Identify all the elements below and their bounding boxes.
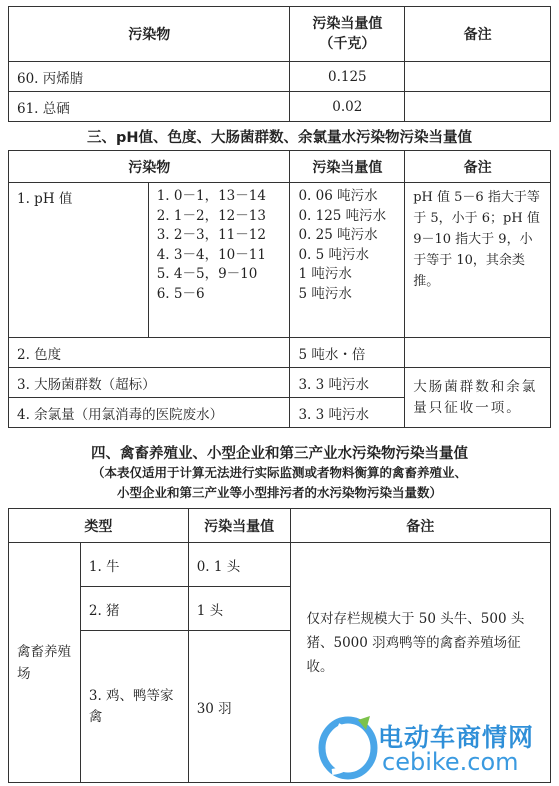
table-row bbox=[9, 92, 551, 122]
ph-range-list bbox=[148, 183, 290, 338]
livestock-name: 3. 鸡、鸭等家禽 bbox=[80, 631, 188, 783]
category-cell: 禽畜养殖场 bbox=[9, 543, 81, 783]
pollutant-name: 3. 大肠菌群数（超标） bbox=[9, 368, 290, 398]
ph-value: 0. 125 吨污水 bbox=[298, 207, 387, 224]
equivalent-value: 3. 3 吨污水 bbox=[290, 368, 405, 398]
equivalent-value: 0.125 bbox=[290, 62, 405, 92]
ph-value-list bbox=[290, 183, 405, 338]
ph-value: 1 吨污水 bbox=[298, 266, 352, 282]
table-row bbox=[9, 543, 551, 587]
section4-title: 四、禽畜养殖业、小型企业和第三产业水污染物污染当量值 bbox=[91, 446, 468, 462]
header-pollutant: 污染物 bbox=[9, 151, 290, 183]
watermark-english: cebike.com bbox=[382, 748, 519, 776]
header-equivalent-value: 污染当量值 bbox=[188, 509, 290, 543]
ph-color-table bbox=[8, 150, 551, 428]
equivalent-value: 30 羽 bbox=[188, 631, 290, 783]
section3-title: 三、pH值、色度、大肠菌群数、余氯量水污染物污染当量值 bbox=[86, 130, 472, 146]
header-remarks: 备注 bbox=[405, 7, 551, 62]
ph-range: 5. 4－5，9－10 bbox=[156, 266, 258, 282]
livestock-name: 2. 猪 bbox=[80, 587, 188, 631]
shared-note: 大肠菌群数和余氯量只征收一项。 bbox=[405, 368, 551, 428]
watermark bbox=[318, 712, 558, 782]
table-row bbox=[9, 338, 551, 368]
ph-range: 1. 0－1，13－14 bbox=[156, 188, 266, 204]
table-row bbox=[9, 62, 551, 92]
equivalent-value: 0. 1 头 bbox=[188, 543, 290, 587]
header-type: 类型 bbox=[9, 509, 189, 543]
watermark-chinese: 电动车商情网 bbox=[378, 723, 535, 752]
header-remarks: 备注 bbox=[290, 509, 551, 543]
ph-value: 5 吨污水 bbox=[298, 285, 352, 302]
livestock-note: 仅对存栏规模大于 50 头牛、500 头猪、5000 羽鸡鸭等的禽畜养殖场征收。 bbox=[290, 543, 551, 783]
equivalent-value: 1 头 bbox=[188, 587, 290, 631]
section4-subtitle-line2: 小型企业和第三产业等小型排污者的水污染物污染当量数） bbox=[116, 485, 442, 500]
remarks-cell bbox=[405, 92, 551, 122]
header-pollutant: 污染物 bbox=[9, 7, 290, 62]
ph-range: 2. 1－2，12－13 bbox=[156, 207, 266, 224]
header-equivalent-value: 污染当量值 （千克） bbox=[290, 7, 405, 62]
ph-value: 0. 06 吨污水 bbox=[298, 188, 378, 204]
table-row bbox=[9, 368, 551, 398]
equivalent-value: 3. 3 吨污水 bbox=[290, 398, 405, 428]
ph-note: pH 值 5－6 指大于等于 5，小于 6；pH 值 9－10 指大于 9，小于等于 10，其余类推。 bbox=[405, 183, 551, 338]
pollutant-name: 4. 余氯量（用氯消毒的医院废水） bbox=[9, 398, 290, 428]
table-row bbox=[9, 183, 551, 338]
ph-label: 1. pH 值 bbox=[9, 183, 149, 338]
ph-value: 0. 25 吨污水 bbox=[298, 227, 378, 243]
ph-range: 6. 5－6 bbox=[156, 285, 205, 302]
ph-range: 3. 2－3，11－12 bbox=[156, 227, 266, 243]
pollutant-table-continued bbox=[8, 6, 551, 122]
ph-value: 0. 5 吨污水 bbox=[298, 246, 369, 263]
remarks-cell bbox=[405, 62, 551, 92]
header-remarks: 备注 bbox=[405, 151, 551, 183]
pollutant-name: 2. 色度 bbox=[9, 338, 290, 368]
watermark-logo-icon bbox=[318, 714, 380, 780]
equivalent-value: 0.02 bbox=[290, 92, 405, 122]
pollutant-name: 61. 总硒 bbox=[9, 92, 290, 122]
remarks-cell bbox=[405, 338, 551, 368]
header-equivalent-value: 污染当量值 bbox=[290, 151, 405, 183]
equivalent-value: 5 吨水・倍 bbox=[290, 338, 405, 368]
pollutant-name: 60. 丙烯腈 bbox=[9, 62, 290, 92]
ph-range: 4. 3－4，10－11 bbox=[156, 246, 266, 263]
livestock-name: 1. 牛 bbox=[80, 543, 188, 587]
section4-subtitle-line1: （本表仅适用于计算无法进行实际监测或者物料衡算的禽畜养殖业、 bbox=[91, 465, 467, 480]
